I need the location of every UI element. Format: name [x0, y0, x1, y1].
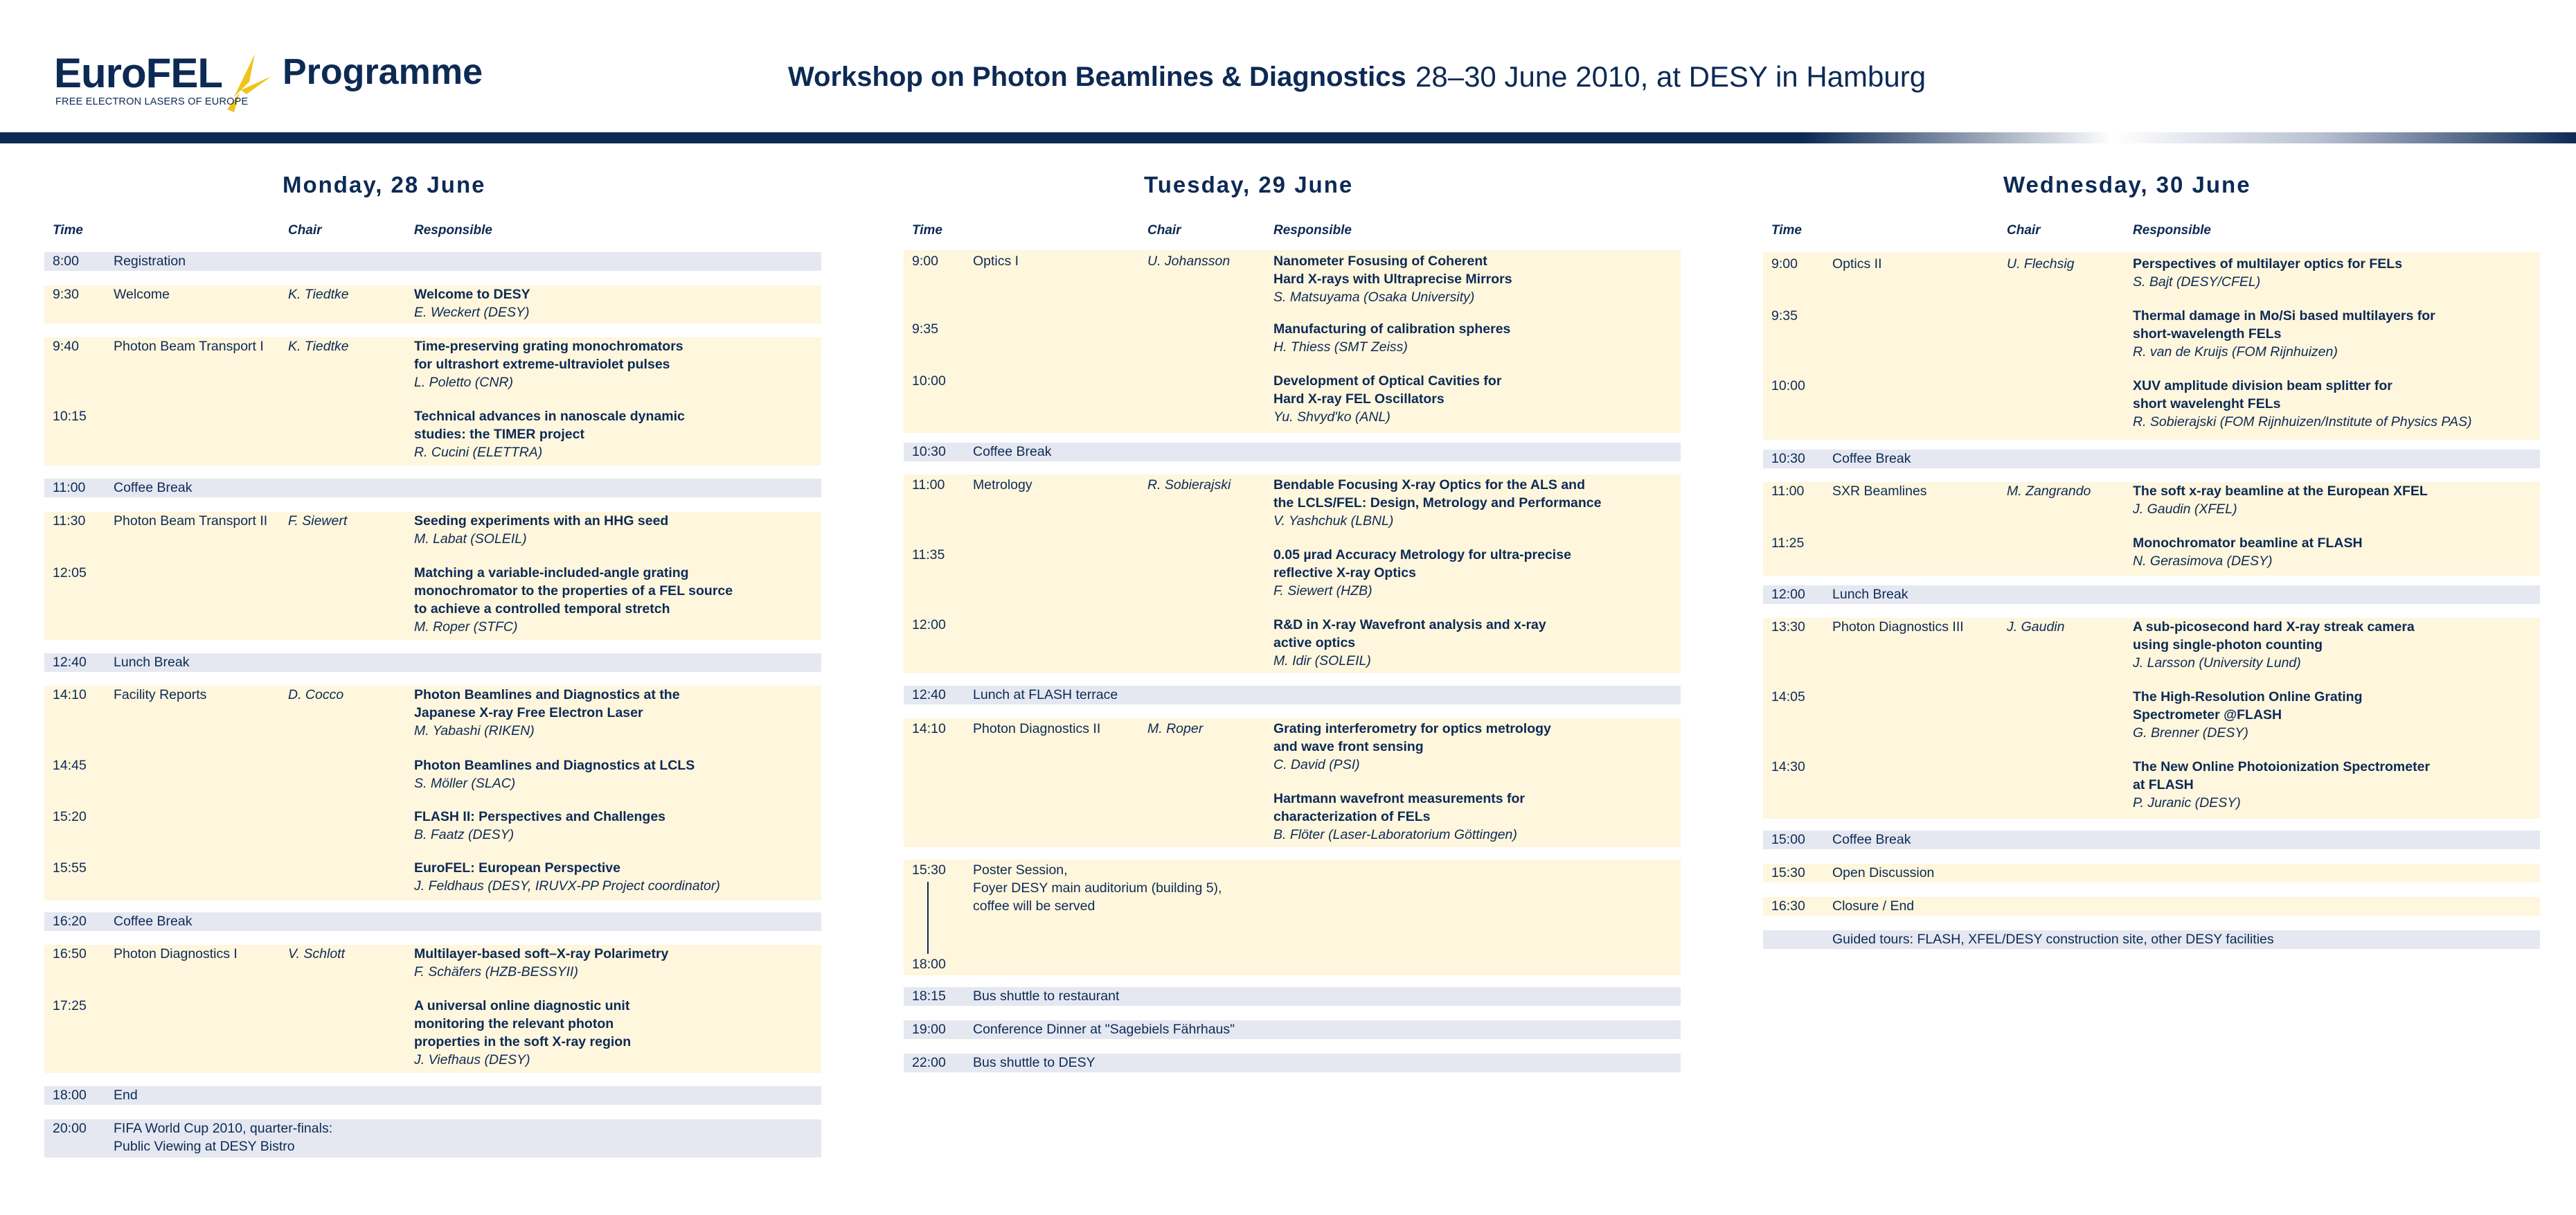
session-name: [973, 443, 1051, 461]
speaker: S. Matsuyama (Osaka University): [1273, 290, 1475, 305]
talk-entry: [1273, 616, 1546, 670]
session-line: Coffee Break: [114, 914, 193, 929]
talk-title-line: Photon Beamlines and Diagnostics at LCLS: [414, 758, 695, 773]
session-line: coffee will be served: [973, 898, 1095, 914]
talk-title-line: Technical advances in nanoscale dynamic: [414, 409, 685, 424]
time-cell: 11:25: [1771, 535, 1805, 551]
session-line: Lunch Break: [1832, 587, 1908, 602]
session-line: Facility Reports: [114, 687, 207, 702]
talk-title-line: properties in the soft X-ray region: [414, 1034, 632, 1049]
time-cell: 9:00: [912, 254, 938, 269]
time-cell: 10:00: [1771, 378, 1805, 393]
talk-title-line: and wave front sensing: [1273, 739, 1424, 754]
time-cell: 9:35: [912, 321, 938, 337]
talk-title-line: reflective X-ray Optics: [1273, 565, 1416, 580]
chair-name: D. Cocco: [288, 687, 344, 702]
session-line: Public Viewing at DESY Bistro: [114, 1139, 295, 1154]
time-cell: 15:00: [1771, 832, 1805, 847]
session-line: Coffee Break: [1832, 451, 1911, 466]
session-name: [973, 476, 1032, 494]
talk-title-line: Welcome to DESY: [414, 287, 530, 302]
talk-title-line: Hartmann wavefront measurements for: [1273, 791, 1526, 806]
speaker: Yu. Shvyd'ko (ANL): [1273, 409, 1390, 425]
workshop-title: Workshop on Photon Beamlines & Diagnostics: [788, 62, 1406, 92]
talk-title-line: at FLASH: [2133, 777, 2194, 792]
session-name: [973, 252, 1019, 270]
speaker: J. Gaudin (XFEL): [2133, 502, 2237, 517]
talk-title-line: Development of Optical Cavities for: [1273, 373, 1502, 389]
time-cell: 14:10: [53, 687, 87, 702]
time-cell: 14:30: [1771, 759, 1805, 774]
talk-entry: [2133, 377, 2471, 431]
talk-title-line: Photon Beamlines and Diagnostics at the: [414, 687, 680, 702]
speaker: C. David (PSI): [1273, 757, 1360, 772]
talk-title-line: A sub-picosecond hard X-ray streak camera: [2133, 619, 2415, 635]
header-divider-bar: [0, 132, 2576, 143]
session-line: SXR Beamlines: [1832, 484, 1927, 499]
time-cell: 11:00: [912, 477, 945, 493]
session-line: Foyer DESY main auditorium (building 5),: [973, 880, 1222, 896]
time-cell: 12:00: [912, 617, 946, 632]
time-cell: 14:45: [53, 758, 87, 773]
time-cell: 14:10: [912, 721, 946, 736]
session-line: Photon Diagnostics I: [114, 946, 238, 961]
talk-title-line: using single-photon counting: [2133, 637, 2323, 653]
talk-entry: [2133, 534, 2363, 570]
speaker: M. Labat (SOLEIL): [414, 531, 527, 547]
session-line: Coffee Break: [114, 480, 193, 495]
talk-entry: [2133, 307, 2435, 361]
session-name: [1832, 930, 2274, 948]
session-name: [114, 512, 267, 530]
time-cell: 12:40: [53, 655, 87, 670]
talk-title-line: Seeding experiments with an HHG seed: [414, 513, 669, 529]
speaker: J. Feldhaus (DESY, IRUVX-PP Project coordinator): [414, 878, 720, 894]
chair-name: V. Schlott: [288, 946, 346, 961]
logo-subtitle: FREE ELECTRON LASERS OF EUROPE: [55, 96, 249, 107]
time-cell: 8:00: [53, 254, 79, 269]
break-bar: [44, 1086, 821, 1105]
speaker: J. Larsson (University Lund): [2133, 655, 2301, 671]
time-cell: 16:30: [1771, 898, 1805, 914]
talk-title-line: Multilayer-based soft–X-ray Polarimetry: [414, 946, 669, 961]
time-cell: 9:30: [53, 287, 79, 302]
time-cell: 20:00: [53, 1121, 87, 1136]
talk-title-line: Nanometer Fosusing of Coherent: [1273, 254, 1487, 269]
session-name: [1832, 864, 1934, 882]
time-cell: 10:15: [53, 409, 87, 424]
logo-wordmark: EuroFEL: [54, 50, 222, 96]
speaker: M. Roper (STFC): [414, 619, 518, 635]
session-line: Optics II: [1832, 256, 1882, 272]
talk-title-line: to achieve a controlled temporal stretch: [414, 601, 670, 617]
session-line: Open Discussion: [1832, 865, 1935, 880]
chair-name: K. Tiedtke: [288, 287, 349, 302]
speaker: E. Weckert (DESY): [414, 305, 530, 320]
session-name: [1832, 831, 1911, 849]
speaker: G. Brenner (DESY): [2133, 725, 2248, 740]
time-cell: 22:00: [912, 1055, 946, 1070]
talk-title-line: EuroFEL: European Perspective: [414, 860, 620, 876]
chair-name: M. Roper: [1147, 721, 1204, 736]
speaker: M. Idir (SOLEIL): [1273, 653, 1371, 668]
column-header-chair: Chair: [1147, 223, 1181, 238]
logo-star-icon: [186, 48, 283, 118]
time-cell: 15:30: [1771, 865, 1805, 880]
time-cell: 12:05: [53, 565, 87, 580]
speaker: S. Möller (SLAC): [414, 776, 516, 791]
column-header-chair: Chair: [2007, 223, 2041, 238]
column-header-chair: Chair: [288, 223, 322, 238]
day-title: Tuesday, 29 June: [1144, 172, 1354, 197]
session-line: Bus shuttle to DESY: [973, 1055, 1095, 1070]
session-line: Photon Beam Transport II: [114, 513, 268, 529]
session-name: [1832, 482, 1927, 500]
time-cell: 9:00: [1771, 256, 1798, 272]
session-line: Conference Dinner at "Sagebiels Fährhaus": [973, 1022, 1235, 1037]
talk-title-line: The New Online Photoionization Spectrometer: [2133, 759, 2431, 774]
talk-title-line: studies: the TIMER project: [414, 427, 584, 442]
chair-name: U. Flechsig: [2007, 256, 2075, 272]
session-name: [114, 686, 206, 704]
time-cell: 10:30: [912, 444, 946, 459]
time-cell: 13:30: [1771, 619, 1805, 635]
speaker: H. Thiess (SMT Zeiss): [1273, 339, 1408, 355]
chair-name: R. Sobierajski: [1147, 477, 1231, 493]
time-cell: 11:00: [1771, 484, 1805, 499]
speaker: N. Gerasimova (DESY): [2133, 553, 2273, 569]
talk-entry: [1273, 320, 1510, 356]
talk-entry: [414, 407, 685, 461]
session-name: [973, 686, 1118, 704]
time-cell: 12:00: [1771, 587, 1805, 602]
session-line: Bus shuttle to restaurant: [973, 988, 1120, 1004]
session-line: Registration: [114, 254, 186, 269]
time-cell: 10:00: [912, 373, 946, 389]
talk-title-line: The High-Resolution Online Grating: [2133, 689, 2363, 704]
talk-entry: [2133, 758, 2430, 812]
talk-title-line: Japanese X-ray Free Electron Laser: [414, 705, 643, 720]
session-name: [1832, 255, 1882, 273]
session-name: [1832, 897, 1914, 915]
time-cell: 17:25: [53, 998, 87, 1013]
session-line: End: [114, 1088, 138, 1103]
session-line: Guided tours: FLASH, XFEL/DESY construction site, other DESY facilities: [1832, 932, 2274, 947]
talk-title-line: Time-preserving grating monochromators: [414, 339, 683, 354]
session-name: [1832, 618, 1964, 636]
talk-title-line: 0.05 µrad Accuracy Metrology for ultra-precise: [1273, 547, 1571, 562]
talk-title-line: short wavelenght FELs: [2133, 396, 2281, 411]
speaker: F. Siewert (HZB): [1273, 583, 1372, 598]
time-cell: 16:50: [53, 946, 87, 961]
time-cell: 14:05: [1771, 689, 1805, 704]
speaker: B. Flöter (Laser-Laboratorium Göttingen): [1273, 827, 1517, 842]
talk-title-line: for ultrashort extreme-ultraviolet pulses: [414, 357, 670, 372]
talk-entry: [414, 285, 530, 321]
time-cell: 11:00: [53, 480, 86, 495]
session-name: [973, 720, 1100, 738]
talk-entry: [414, 859, 720, 895]
talk-entry: [2133, 688, 2363, 742]
session-line: Lunch at FLASH terrace: [973, 687, 1118, 702]
talk-entry: [414, 564, 733, 636]
talk-title-line: A universal online diagnostic unit: [414, 998, 630, 1013]
session-name: [114, 285, 170, 303]
time-cell: 9:35: [1771, 308, 1798, 323]
chair-name: U. Johansson: [1147, 254, 1231, 269]
speaker: M. Yabashi (RIKEN): [414, 723, 535, 738]
speaker: F. Schäfers (HZB-BESSYII): [414, 964, 578, 979]
session-line: Poster Session,: [973, 862, 1068, 878]
talk-title-line: FLASH II: Perspectives and Challenges: [414, 809, 666, 824]
chair-name: F. Siewert: [288, 513, 348, 529]
column-header-responsible: Responsible: [2133, 223, 2211, 238]
session-name: [114, 479, 192, 497]
time-cell: 15:55: [53, 860, 87, 876]
speaker: V. Yashchuk (LBNL): [1273, 513, 1394, 529]
time-cell: 18:15: [912, 988, 946, 1004]
talk-title-line: Manufacturing of calibration spheres: [1273, 321, 1511, 337]
session-name: [114, 1086, 138, 1104]
talk-entry: [1273, 546, 1571, 600]
talk-entry: [1273, 720, 1551, 774]
session-name: [1832, 450, 1911, 468]
time-cell: 12:40: [912, 687, 946, 702]
session-line: Photon Beam Transport I: [114, 339, 264, 354]
talk-title-line: XUV amplitude division beam splitter for: [2133, 378, 2392, 393]
session-line: Coffee Break: [973, 444, 1052, 459]
session-line: Closure / End: [1832, 898, 1915, 914]
talk-entry: [414, 686, 680, 740]
session-line: Photon Diagnostics II: [973, 721, 1101, 736]
time-cell: 15:30: [912, 862, 946, 878]
session-name: [973, 987, 1119, 1005]
talk-entry: [1273, 252, 1512, 306]
talk-entry: [1273, 372, 1501, 426]
talk-entry: [414, 756, 695, 792]
speaker: J. Viefhaus (DESY): [414, 1052, 530, 1067]
session-line: Welcome: [114, 287, 170, 302]
column-header-time: Time: [53, 223, 84, 238]
chair-name: K. Tiedtke: [288, 339, 349, 354]
column-header-responsible: Responsible: [414, 223, 492, 238]
day-title: Wednesday, 30 June: [2003, 172, 2251, 197]
session-line: Coffee Break: [1832, 832, 1911, 847]
talk-entry: [2133, 618, 2415, 672]
session-name: [114, 1119, 332, 1155]
column-header-time: Time: [1771, 223, 1803, 238]
speaker: R. Sobierajski (FOM Rijnhuizen/Institute of Physics PAS): [2133, 414, 2472, 429]
talk-title-line: R&D in X-ray Wavefront analysis and x-ray: [1273, 617, 1546, 632]
eurofel-logo: [54, 48, 249, 118]
talk-entry: [414, 512, 668, 548]
day-title: Monday, 28 June: [283, 172, 486, 197]
page-title: Programme: [283, 52, 483, 92]
talk-title-line: monochromator to the properties of a FEL source: [414, 583, 733, 598]
talk-title-line: active optics: [1273, 635, 1356, 650]
session-line: Lunch Break: [114, 655, 190, 670]
session-name: [114, 653, 190, 671]
talk-entry: [414, 337, 683, 391]
speaker: S. Bajt (DESY/CFEL): [2133, 274, 2261, 290]
time-cell: 19:00: [912, 1022, 946, 1037]
talk-title-line: Matching a variable-included-angle grating: [414, 565, 689, 580]
talk-entry: [414, 997, 631, 1069]
chair-name: J. Gaudin: [2007, 619, 2065, 635]
talk-title-line: Bendable Focusing X-ray Optics for the ALS and: [1273, 477, 1586, 493]
column-header-responsible: Responsible: [1273, 223, 1352, 238]
talk-title-line: Hard X-rays with Ultraprecise Mirrors: [1273, 272, 1512, 287]
session-line: FIFA World Cup 2010, quarter-finals:: [114, 1121, 333, 1136]
session-name: [973, 1020, 1235, 1038]
speaker: B. Faatz (DESY): [414, 827, 515, 842]
talk-entry: [2133, 482, 2428, 518]
time-cell: 11:30: [53, 513, 86, 529]
session-name: [114, 945, 238, 963]
talk-title-line: the LCLS/FEL: Design, Metrology and Performance: [1273, 495, 1602, 511]
session-name: [114, 252, 186, 270]
time-cell: 10:30: [1771, 451, 1805, 466]
session-name: [1832, 585, 1908, 603]
workshop-dates: 28–30 June 2010, at DESY in Hamburg: [1415, 60, 1926, 93]
time-cell: 16:20: [53, 914, 87, 929]
talk-title-line: Spectrometer @FLASH: [2133, 707, 2282, 722]
talk-entry: [1273, 476, 1601, 530]
speaker: R. Cucini (ELETTRA): [414, 445, 543, 460]
time-cell: 9:40: [53, 339, 79, 354]
time-cell: 15:20: [53, 809, 87, 824]
time-cell: 18:00: [53, 1088, 87, 1103]
talk-entry: [414, 808, 665, 844]
talk-entry: [2133, 255, 2402, 291]
talk-title-line: monitoring the relevant photon: [414, 1016, 614, 1031]
talk-entry: [1273, 790, 1525, 844]
talk-title-line: The soft x-ray beamline at the European XFEL: [2133, 484, 2428, 499]
session-name: [973, 1054, 1095, 1072]
speaker: L. Poletto (CNR): [414, 375, 514, 390]
talk-entry: [414, 945, 668, 981]
speaker: P. Juranic (DESY): [2133, 795, 2241, 810]
talk-title-line: Grating interferometry for optics metrology: [1273, 721, 1551, 736]
session-name: [114, 912, 192, 930]
talk-title-line: Hard X-ray FEL Oscillators: [1273, 391, 1444, 407]
session-name: [114, 337, 264, 355]
session-line: Optics I: [973, 254, 1019, 269]
speaker: R. van de Kruijs (FOM Rijnhuizen): [2133, 344, 2338, 360]
time-cell: 11:35: [912, 547, 945, 562]
time-range-line: [927, 882, 929, 954]
session-name: [973, 861, 1222, 915]
time-end-cell: 18:00: [912, 957, 946, 972]
talk-title-line: Thermal damage in Mo/Si based multilayers for: [2133, 308, 2435, 323]
chair-name: M. Zangrando: [2007, 484, 2091, 499]
talk-title-line: Monochromator beamline at FLASH: [2133, 535, 2363, 551]
session-line: Photon Diagnostics III: [1832, 619, 1964, 635]
column-header-time: Time: [912, 223, 943, 238]
talk-title-line: Perspectives of multilayer optics for FELs: [2133, 256, 2403, 272]
talk-title-line: short-wavelength FELs: [2133, 326, 2282, 342]
session-line: Metrology: [973, 477, 1032, 493]
talk-title-line: characterization of FELs: [1273, 809, 1431, 824]
